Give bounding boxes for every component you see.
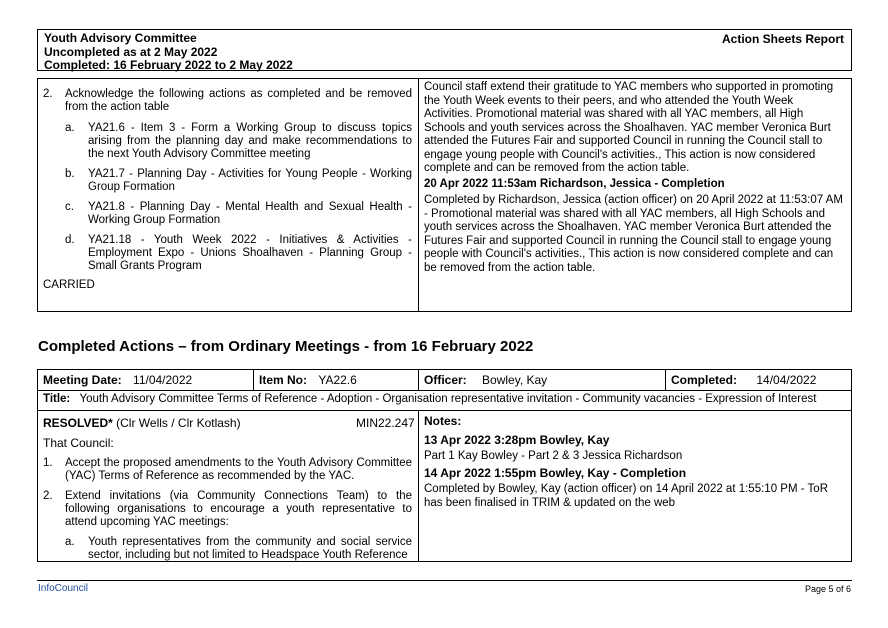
column-divider xyxy=(418,370,419,390)
resolved-movers: (Clr Wells / Clr Kotlash) xyxy=(112,416,241,430)
subitem-letter: b. xyxy=(65,168,75,180)
item-no-field xyxy=(259,373,357,387)
subitem-letter: a. xyxy=(65,122,75,134)
meeting-date-label: Meeting Date: xyxy=(43,373,122,387)
subitem-text: YA21.7 - Planning Day - Activities for Young People - Working Group Formation xyxy=(88,168,412,193)
row-divider xyxy=(38,410,851,411)
item-text: Acknowledge the following actions as completed and be removed from the action table xyxy=(65,88,412,113)
completed-value: 14/04/2022 xyxy=(756,373,817,387)
title-value: Youth Advisory Committee Terms of Reference - Adoption - Organisation representative invitation - Community vacancies - Expression of Interest xyxy=(79,393,817,405)
completed-field xyxy=(671,373,816,387)
officer-field xyxy=(424,373,547,387)
note-heading: 13 Apr 2022 3:28pm Bowley, Kay xyxy=(424,433,610,447)
item-no-value: YA22.6 xyxy=(318,373,357,387)
item-no-label: Item No: xyxy=(259,373,307,387)
report-title: Action Sheets Report xyxy=(721,32,844,46)
officer-value: Bowley, Kay xyxy=(482,373,548,387)
uncompleted-action-table xyxy=(37,78,852,312)
carried-text: CARRIED xyxy=(43,279,95,291)
column-divider xyxy=(665,370,666,390)
resolution-heading xyxy=(43,416,241,430)
row-divider xyxy=(38,390,851,391)
resolution-item-number: 1. xyxy=(43,457,53,469)
completed-label: Completed: xyxy=(671,373,737,387)
completed-range: Completed: 16 February 2022 to 2 May 2022 xyxy=(44,58,293,72)
subitem-text: YA21.18 - Youth Week 2022 - Initiatives & Activities - Employment Expo - Unions Shoalhaven - Planning Group - Small Grants Program xyxy=(88,234,412,272)
officer-label: Officer: xyxy=(424,373,467,387)
note-text: Part 1 Kay Bowley - Part 2 & 3 Jessica Richardson xyxy=(424,450,683,462)
column-divider xyxy=(418,410,419,561)
resolution-subitem-text: Youth representatives from the community and social service sector, including but not limited to Headspace Youth Reference xyxy=(88,536,412,561)
subitem-letter: c. xyxy=(65,201,74,213)
resolution-item-text: Accept the proposed amendments to the Youth Advisory Committee (YAC) Terms of Reference as recommended by the YAC. xyxy=(65,457,412,482)
notes-label: Notes: xyxy=(424,414,462,428)
footer-brand: InfoCouncil xyxy=(38,583,89,594)
report-header xyxy=(37,29,852,71)
action-note-text: Council staff extend their gratitude to YAC members who supported in promoting the Youth Week events to their peers, and who attended the Youth Week Activities. Promotional material was shared with all YAC members, all High Schools and youth services across the Shoalhaven. YAC member Veronica Burt attended the Futures Fair and supported Council in running the Council stall to engage young people with Council's activities., This action is now considered complete and can be removed from the action table. xyxy=(424,81,834,174)
page-number: Page 5 of 6 xyxy=(804,584,851,594)
completed-action-table xyxy=(37,369,852,562)
that-council: That Council: xyxy=(43,436,114,450)
meeting-date-field xyxy=(43,373,192,387)
resolution-subitem-letter: a. xyxy=(65,536,75,548)
completion-note-heading: 20 Apr 2022 11:53am Richardson, Jessica - Completion xyxy=(424,178,725,190)
section-title: Completed Actions – from Ordinary Meetings - from 16 February 2022 xyxy=(38,338,534,355)
resolution-item-text: Extend invitations (via Community Connections Team) to the following organisations to encourage a youth representative to attend upcoming YAC meetings: xyxy=(65,490,412,528)
meeting-date-value: 11/04/2022 xyxy=(133,373,193,387)
minute-reference: MIN22.247 xyxy=(356,416,415,430)
subitem-text: YA21.6 - Item 3 - Form a Working Group to discuss topics arising from the planning day and make recommendations to the next Youth Advisory Committee meeting xyxy=(88,122,412,160)
completion-note-text: Completed by Richardson, Jessica (action officer) on 20 April 2022 at 11:53:07 AM - Promotional material was shared with all YAC members, all High Schools and youth services across the Shoalhaven. YAC member Veronica Burt attended the Futures Fair and supported Council in running the Council stall to engage young people with Council's activities., This action is now considered complete and can be removed from the action table. xyxy=(424,194,843,274)
item-number: 2. xyxy=(43,88,53,100)
resolution-item-number: 2. xyxy=(43,490,53,502)
note-heading: 14 Apr 2022 1:55pm Bowley, Kay - Completion xyxy=(424,466,687,480)
note-text: Completed by Bowley, Kay (action officer) on 14 April 2022 at 1:55:10 PM - ToR has been finalised in TRIM & updated on the web xyxy=(424,483,828,509)
column-divider xyxy=(253,370,254,390)
subitem-text: YA21.8 - Planning Day - Mental Health and Sexual Health - Working Group Formation xyxy=(88,201,412,226)
uncompleted-date: Uncompleted as at 2 May 2022 xyxy=(44,44,218,59)
header-left xyxy=(44,32,293,73)
title-label: Title: xyxy=(43,393,71,405)
footer-rule xyxy=(37,580,852,581)
committee-name: Youth Advisory Committee xyxy=(44,31,197,45)
title-field xyxy=(43,393,816,405)
column-divider xyxy=(418,79,419,311)
resolved-label: RESOLVED* xyxy=(43,416,113,430)
subitem-letter: d. xyxy=(65,234,75,246)
